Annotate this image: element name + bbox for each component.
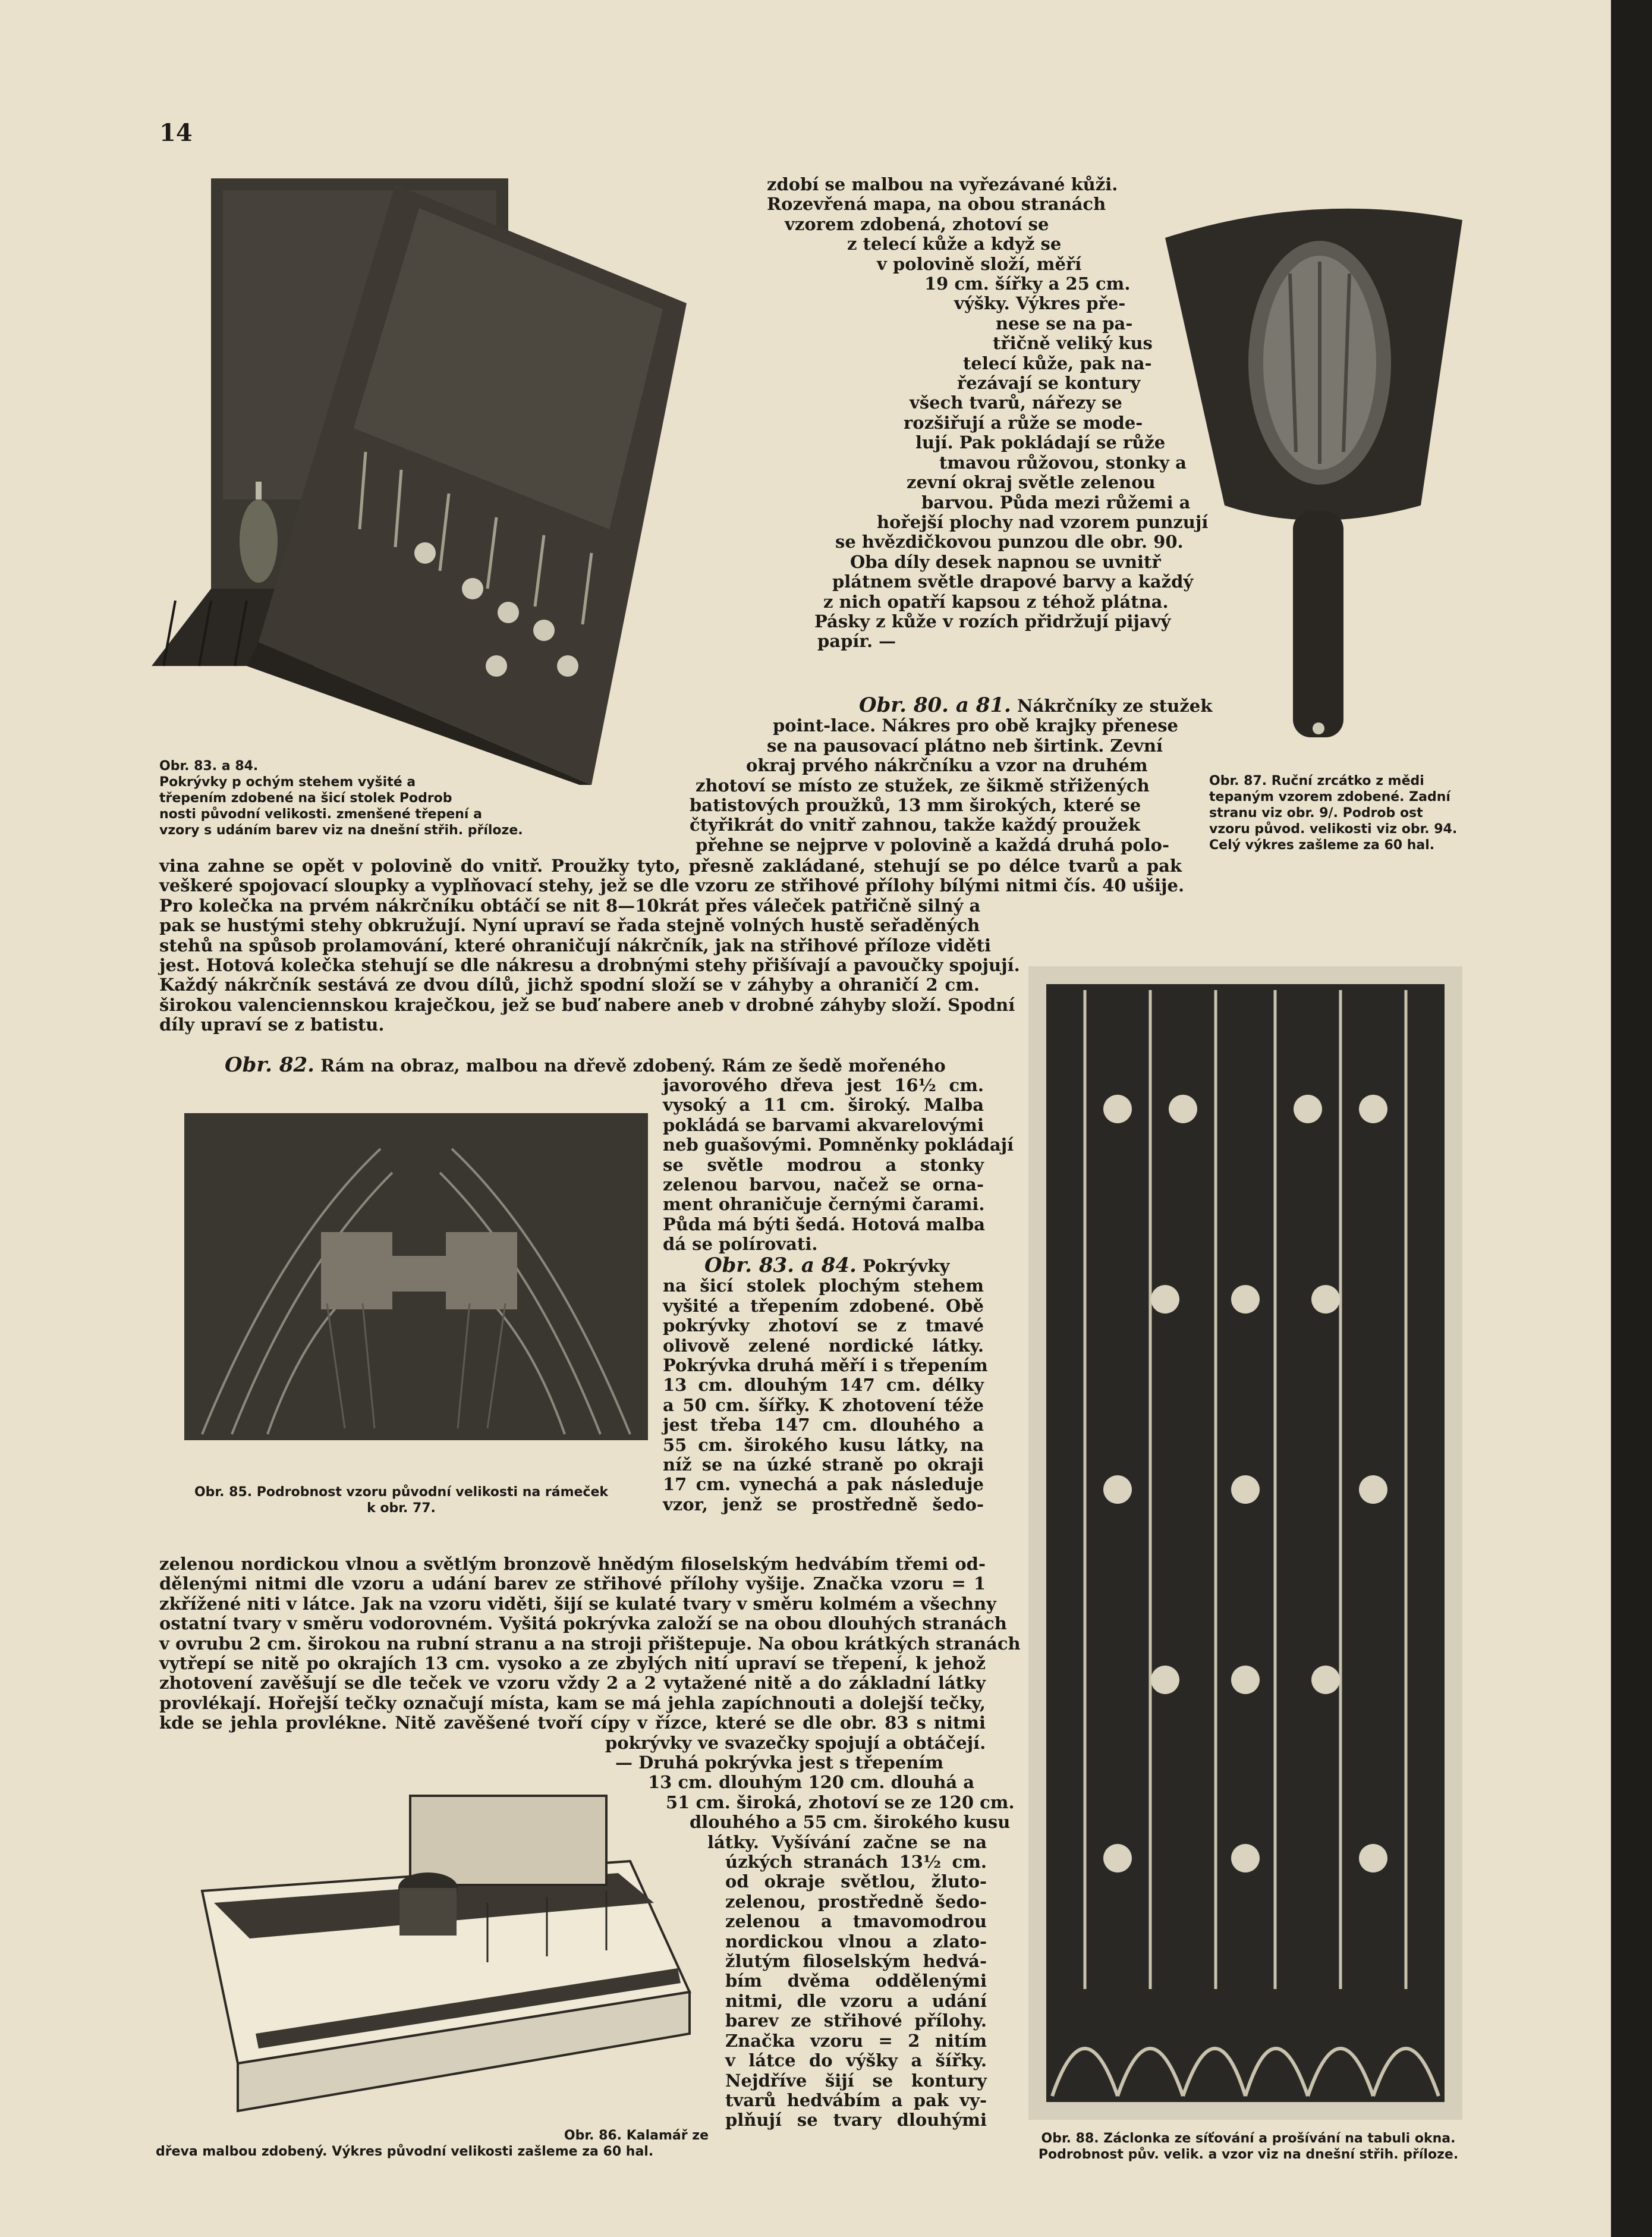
caption-line: stranu viz obr. 9/. Podrob ost (1209, 806, 1423, 821)
figure-ref-label: Obr. 83. a 84. (704, 1253, 857, 1277)
text-block-f (159, 1554, 1021, 1753)
text-line: pak se hustými stehy obkružují. Nyní upraví se řada stejně volných hustě seřaděných (159, 915, 980, 936)
text-run: Pokrývky (862, 1256, 950, 1276)
caption-83-84 (159, 758, 587, 838)
text-line: Značka vzoru = 2 nitím (725, 2030, 987, 2051)
text-line: Pásky z kůže v rozích přidržují pijavý (814, 611, 1171, 631)
text-line: v polovině složí, měří (877, 253, 1082, 274)
text-line: se na pausovací plátno neb širtink. Zevní (767, 735, 1163, 756)
text-line: tvarů hedvábím a pak vy- (725, 2090, 987, 2110)
caption-line: Obr. 87. Ruční zrcátko z mědi (1209, 774, 1424, 788)
caption-line: Obr. 86. Kalamář ze (564, 2128, 709, 2143)
text-line: point-lace. Nákres pro obě krajky přenese (773, 715, 1178, 736)
text-block-c (159, 856, 1185, 1035)
caption-line: Podrobnost pův. velik. a vzor viz na dnešní střih. příloze. (1038, 2147, 1459, 2162)
text-line: Rozevřená mapa, na obou stranách (767, 194, 1106, 215)
text-line: barev ze střihové přílohy. (725, 2010, 987, 2031)
caption-line: vzoru původ. velikosti viz obr. 94. (1209, 822, 1458, 837)
curtain-illustration (1028, 966, 1462, 2120)
text-line: stehů na spůsob prolamování, které ohraničují nákrčník, jak na střihové příloze viděti (159, 935, 992, 956)
text-line: Oba díly desek napnou se uvnitř (850, 551, 1161, 572)
text-line: hořejší plochy nad vzorem punzují (877, 511, 1209, 532)
text-line: všech tvarů, nářezy se (910, 392, 1122, 413)
text-line: širokou valenciennskou kraječkou, jež se buď nabere aneb v drobné záhyby složí. Spodní (159, 994, 1015, 1015)
text-run: Nákrčníky ze stužek (1017, 696, 1213, 716)
figure-85-frame-detail (184, 1113, 648, 1440)
text-line: zkřížené niti v látce. Jak na vzoru viděti, šijí se kulaté tvary v směru kolmém a všechny (159, 1593, 996, 1614)
text-line: zhotoví se místo ze stužek, ze šikmě střižených (696, 775, 1150, 796)
text-line: barvou. Půda mezi růžemi a (921, 492, 1191, 513)
caption-line: tepaným vzorem zdobené. Zadní (1209, 790, 1450, 805)
text-line: látky. Vyšívání začne se na (707, 1831, 987, 1852)
text-line: díly upraví se z batistu. (159, 1014, 385, 1035)
text-line: zevní okraj světle zelenou (907, 472, 1156, 493)
text-line: na šicí stolek plochým stehem (663, 1275, 984, 1296)
text-line: dělenými nitmi dle vzoru a udání barev ze střihové přílohy vyšije. Značka vzoru = 1 (159, 1573, 986, 1594)
text-line: jest. Hotová kolečka stehují se dle nákresu a drobnými stehy přišívají a pavoučky spojují. (159, 955, 1020, 976)
text-line: Pokrývka druhá měří i s třepením (663, 1355, 988, 1376)
text-line: zelenou nordickou vlnou a světlým bronzově hnědým filoselským hedvábím třemi od- (159, 1554, 986, 1574)
figure-ref-label: Obr. 82. (225, 1053, 315, 1077)
text-line: níž se na úzké straně po okraji (663, 1454, 984, 1475)
text-line: přehne se nejprve v polovině a každá druhá polo- (696, 834, 1170, 855)
text-line: jest třeba 147 cm. dlouhého a (663, 1415, 984, 1435)
text-block-g (606, 1752, 1015, 2131)
text-line: Pro kolečka na prvém nákrčníku obtáčí se nit 8—10krát přes váleček patřičně silný a (159, 895, 981, 916)
caption-85 (161, 1484, 642, 1516)
caption-line: Pokrývky p ochým stehem vyšité a (159, 775, 416, 790)
text-line: zdobí se malbou na vyřezávané kůži. (767, 174, 1118, 194)
caption-line: Obr. 85. Podrobnost vzoru původní velikosti na rámeček (194, 1485, 609, 1500)
text-line: dá se polírovati. (663, 1234, 818, 1255)
text-line: vzor, jenž se prostředně šedo- (663, 1494, 984, 1515)
caption-line: nosti původní velikosti. zmenšené třepení a (159, 807, 482, 822)
text-line: 55 cm. širokého kusu látky, na (663, 1434, 984, 1455)
text-line: nordickou vlnou a zlato- (725, 1931, 987, 1952)
caption-line: Obr. 88. Záclonka ze síťování a prošívání na tabuli okna. (1041, 2131, 1456, 2146)
text-line: úzkých stranách 13½ cm. (725, 1852, 987, 1872)
text-line: v látce do výšky a šířky. (725, 2050, 987, 2071)
text-line: provlékají. Hořejší tečky označují místa, kam se má jehla zapíchnouti a dolejší tečky, (159, 1692, 986, 1713)
covers-illustration (140, 172, 710, 785)
text-line: plátnem světle drapové barvy a každý (832, 571, 1194, 592)
figure-ref-label: Obr. 80. a 81. (859, 693, 1011, 717)
text-line: nitmi, dle vzoru a udání (725, 1990, 987, 2011)
text-line: řezávají se kontury (957, 373, 1141, 394)
text-line: z telecí kůže a když se (847, 234, 1062, 255)
text-line: se hvězdičkovou punzou dle obr. 90. (835, 532, 1184, 552)
frame-ornament-illustration (184, 1113, 648, 1440)
text-line: ment ohraničuje černými čarami. (663, 1194, 985, 1215)
caption-line: Obr. 83. a 84. (159, 759, 259, 774)
caption-88 (1005, 2131, 1492, 2163)
text-line: vzorem zdobená, zhotoví se (785, 213, 1049, 234)
caption-line: k obr. 77. (367, 1501, 436, 1516)
caption-86 (156, 2128, 709, 2160)
figure-87-hand-mirror (1159, 196, 1468, 755)
text-block-d (159, 1055, 992, 1076)
text-line: plňují se tvary dlouhými (725, 2110, 987, 2131)
text-line: z nich opatří kapsou z téhož plátna. (823, 591, 1169, 612)
page-edge (1611, 0, 1652, 2237)
text-line: veškeré spojovací sloupky a vyplňovací stehy, jež se dle vzoru ze střihové přílohy bílými nitmi čís. 40 ušije. (159, 875, 1185, 896)
text-run: Rám na obraz, malbou na dřevě zdobený. Rám ze šedě mořeného (320, 1055, 946, 1076)
text-line (704, 1253, 984, 1277)
text-line: rozšiřují a růže se mode- (904, 412, 1143, 433)
mirror-illustration (1159, 196, 1468, 755)
text-line: bím dvěma oddělenými (725, 1971, 987, 1991)
text-line: 17 cm. vynechá a pak následuje (663, 1474, 984, 1495)
text-line: ostatní tvary v směru vodorovném. Vyšitá pokrývka založí se na obou dlouhých stranách (159, 1613, 1007, 1634)
page-number: 14 (159, 119, 193, 147)
text-line: se světle modrou a stonky (663, 1154, 984, 1175)
text-line: 13 cm. dlouhým 147 cm. délky (663, 1375, 984, 1396)
text-line: vytřepí se nitě po okrajích 13 cm. vysoko a ze zbylých nití upraví se třepení, k jehož (159, 1653, 986, 1674)
text-line: Půda má býti šedá. Hotová malba (663, 1214, 986, 1234)
text-line: 13 cm. dlouhým 120 cm. dlouhá a (648, 1772, 975, 1793)
caption-line: dřeva malbou zdobený. Výkres původní velikosti zašleme za 60 hal. (156, 2144, 654, 2159)
text-line: Nejdříve šijí se kontury (725, 2070, 987, 2091)
text-line: v ovrubu 2 cm. širokou na rubní stranu a na stroji přištepuje. Na obou krátkých stranách (159, 1633, 1021, 1654)
text-block-b (654, 693, 1213, 855)
text-line: 19 cm. šířky a 25 cm. (924, 274, 1131, 294)
text-line: pokrývky ve svazečky spojují a obtáčejí. (605, 1732, 986, 1753)
text-line: olivově zelené nordické látky. (663, 1335, 984, 1356)
text-line: žlutým filoselským hedvá- (725, 1951, 987, 1972)
text-line: zelenou, prostředně šedo- (725, 1891, 987, 1912)
text-line: papír. — (817, 631, 896, 652)
text-block-d-column (663, 1075, 1014, 1255)
figure-88-curtain (1028, 966, 1462, 2120)
text-line: telecí kůže, pak na- (963, 353, 1152, 373)
text-line: a 50 cm. šířky. K zhotovení téže (663, 1394, 984, 1415)
text-line: Každý nákrčník sestává ze dvou dílů, jichž spodní složí se v záhyby a ohraničí 2 cm. (159, 975, 980, 995)
text-line (859, 693, 1213, 717)
text-line: vysoký a 11 cm. široký. Malba (663, 1095, 984, 1116)
text-line: pokrývky zhotoví se z tmavé (663, 1315, 984, 1336)
text-line: nese se na pa- (996, 313, 1133, 334)
text-line: zelenou a tmavomodrou (725, 1911, 987, 1932)
caption-87 (1209, 773, 1483, 853)
text-line: vina zahne se opět v polovině do vnitř. Proužky tyto, přesně zakládané, stehují se po délce tvarů a pak (159, 856, 1182, 876)
text-line: pokládá se barvami akvarelovými (663, 1114, 984, 1135)
text-line: lují. Pak pokládají se růže (915, 432, 1166, 453)
text-line: batistových proužků, 13 mm širokých, které se (690, 795, 1141, 816)
text-line: — Druhá pokrývka jest s třepením (615, 1752, 944, 1773)
text-line: okraj prvého nákrčníku a vzor na druhém (746, 755, 1148, 776)
figure-83-84-covers (140, 172, 710, 785)
text-line: výšky. Výkres pře- (954, 293, 1126, 314)
text-line: kde se jehla provlékne. Nitě zavěšené tvoří cípy v řízce, které se dle obr. 83 s nitmi (159, 1713, 986, 1733)
text-line: od okraje světlou, žluto- (725, 1871, 987, 1892)
caption-line: Celý výkres zašleme za 60 hal. (1209, 838, 1435, 853)
text-line: třičně veliký kus (993, 333, 1153, 354)
text-line: čtyřikrát do vnitř zahnou, takže každý proužek (690, 815, 1141, 835)
text-line: tmavou růžovou, stonky a (939, 452, 1187, 473)
caption-line: vzory s udáním barev viz na dnešní střih. příloze. (159, 823, 523, 838)
text-line: vyšité a třepením zdobené. Obě (663, 1295, 984, 1316)
text-line (225, 1055, 992, 1076)
text-block-e (663, 1253, 988, 1515)
text-line: zelenou barvou, načež se orna- (663, 1174, 984, 1195)
text-block-a (654, 174, 1209, 652)
caption-line: třepením zdobené na šicí stolek Podrob (159, 791, 452, 806)
text-line: zhotovení zavěšují se dle teček ve vzoru vždy 2 a 2 vytažené nitě a do základní látky (159, 1673, 986, 1694)
text-line: javorového dřeva jest 16½ cm. (663, 1075, 984, 1095)
text-line: dlouhého a 55 cm. širokého kusu (690, 1812, 1011, 1833)
text-line: neb guašovými. Pomněnky pokládají (663, 1135, 1014, 1155)
text-line: 51 cm. široká, zhotoví se ze 120 cm. (666, 1792, 1015, 1812)
